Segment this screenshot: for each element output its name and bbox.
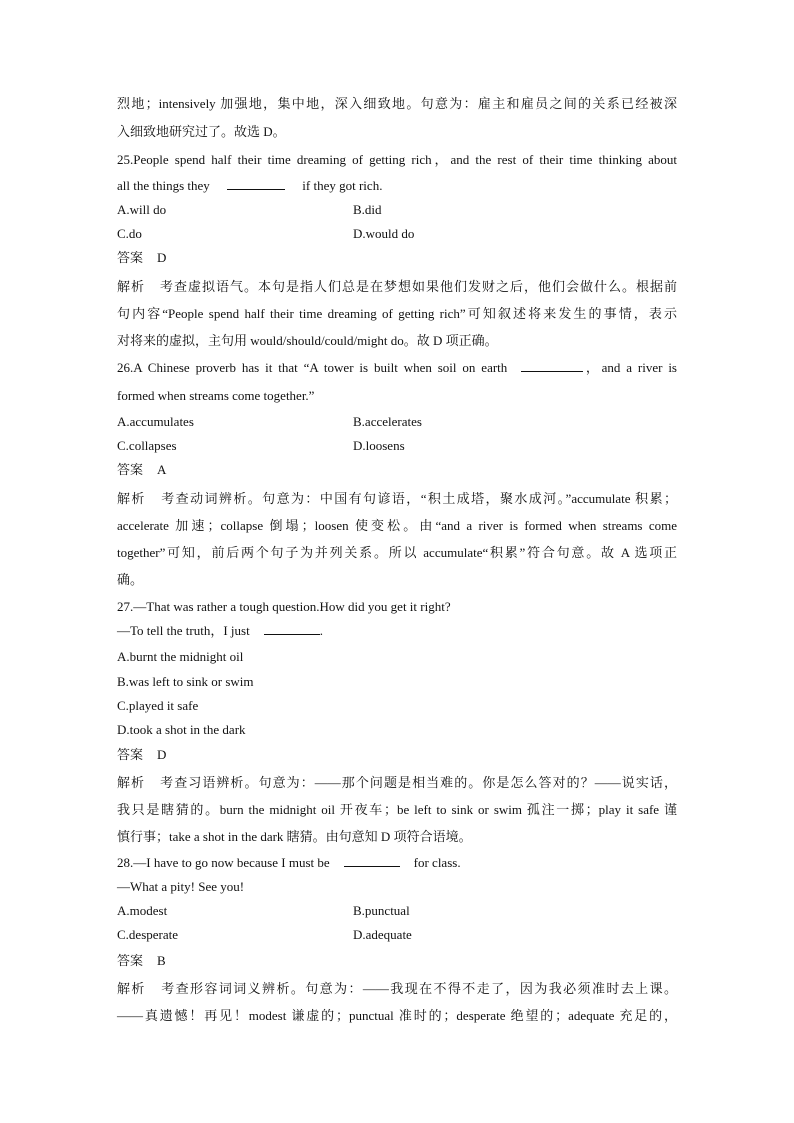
text-line: 入细致地研究过了。故选 D。 bbox=[117, 124, 286, 139]
q26-analysis-line1 bbox=[117, 491, 677, 507]
q28-analysis-line1 bbox=[117, 981, 677, 997]
q27-option-a: A.burnt the midnight oil bbox=[117, 649, 244, 664]
analysis-label: 解析 bbox=[117, 491, 146, 506]
q26-option-d: D.loosens bbox=[353, 438, 405, 453]
q26-stem-line1 bbox=[117, 360, 677, 376]
q25-analysis-line2: 句内容“People spend half their time dreaming of getting rich”可知叙述将来发生的事情，表示 bbox=[117, 306, 677, 321]
text-line: 烈地；intensively 加强地，集中地，深入细致地。句意为：雇主和雇员之间的关系已经被深 bbox=[117, 96, 677, 111]
q26-analysis-line3: together”可知，前后两个句子为并列关系。所以 accumulate“积累”符合句意。故 A 选项正 bbox=[117, 545, 677, 560]
answer-label: 答案 bbox=[117, 953, 144, 968]
q27-analysis-line2: 我只是瞎猜的。burn the midnight oil 开夜车；be left to sink or swim 孤注一掷；play it safe 谨 bbox=[117, 802, 677, 817]
q27-stem-part2: . bbox=[319, 623, 323, 638]
q26-option-b: B.accelerates bbox=[353, 414, 422, 429]
analysis-text: 考查形容词词义辨析。句意为：——我现在不得不走了，因为我必须准时去上课。 bbox=[159, 981, 677, 996]
q27-option-d: D.took a shot in the dark bbox=[117, 722, 246, 737]
answer-blank bbox=[344, 855, 400, 867]
answer-value: D bbox=[157, 250, 167, 265]
q26-option-a: A.accumulates bbox=[117, 414, 194, 429]
q26-stem-part2: ，and a river is bbox=[583, 360, 677, 375]
q26-analysis-line2: accelerate 加速；collapse 倒塌；loosen 使变松。由“and a river is formed when streams come bbox=[117, 518, 677, 533]
q25-option-a: A.will do bbox=[117, 202, 167, 217]
q27-analysis-line3: 慎行事；take a shot in the dark 瞎猜。由句意知 D 项符合语境。 bbox=[117, 829, 472, 844]
q28-option-a: A.modest bbox=[117, 903, 168, 918]
q28-option-d: D.adequate bbox=[353, 927, 412, 942]
q27-answer bbox=[117, 747, 677, 763]
analysis-label: 解析 bbox=[117, 279, 145, 294]
analysis-label: 解析 bbox=[117, 981, 146, 996]
q27-option-c: C.played it safe bbox=[117, 698, 199, 713]
q26-option-c: C.collapses bbox=[117, 438, 177, 453]
q28-stem-part2: for class. bbox=[413, 855, 461, 870]
q26-stem-part1: 26.A Chinese proverb has it that “A tower is built when soil on earth bbox=[117, 360, 508, 375]
analysis-text: 考查习语辨析。句意为：——那个问题是相当难的。你是怎么答对的？——说实话， bbox=[159, 775, 677, 790]
q25-answer bbox=[117, 250, 677, 266]
q28-answer bbox=[117, 953, 677, 969]
q27-stem-line2 bbox=[117, 623, 677, 639]
q25-option-b: B.did bbox=[353, 202, 382, 217]
q25-option-c: C.do bbox=[117, 226, 142, 241]
q25-analysis-line1 bbox=[117, 279, 677, 295]
q26-stem-line2: formed when streams come together.” bbox=[117, 388, 315, 403]
q28-option-c: C.desperate bbox=[117, 927, 179, 942]
q25-stem-line2 bbox=[117, 178, 677, 194]
answer-value: D bbox=[157, 747, 167, 762]
q26-answer bbox=[117, 462, 677, 478]
analysis-text: 考查虚拟语气。本句是指人们总是在梦想如果他们发财之后，他们会做什么。根据前 bbox=[159, 279, 677, 294]
q25-option-d: D.would do bbox=[353, 226, 415, 241]
answer-blank bbox=[227, 178, 285, 190]
q26-analysis-line4: 确。 bbox=[117, 572, 144, 587]
q25-stem-part2: if they got rich. bbox=[302, 178, 383, 193]
answer-label: 答案 bbox=[117, 747, 144, 762]
answer-blank bbox=[521, 360, 583, 372]
q27-option-b: B.was left to sink or swim bbox=[117, 674, 254, 689]
answer-value: A bbox=[157, 462, 167, 477]
q25-analysis-line3: 对将来的虚拟，主句用 would/should/could/might do。故 D 项正确。 bbox=[117, 333, 498, 348]
analysis-label: 解析 bbox=[117, 775, 146, 790]
q27-stem-line1: 27.—That was rather a tough question.How did you get it right? bbox=[117, 599, 451, 614]
analysis-text: 考查动词辨析。句意为：中国有句谚语，“积土成塔，聚水成河。”accumulate 积累； bbox=[159, 491, 677, 506]
q28-stem-part1: 28.—I have to go now because I must be bbox=[117, 855, 330, 870]
answer-value: B bbox=[157, 953, 166, 968]
q28-stem-line2: —What a pity! See you! bbox=[117, 879, 245, 894]
q25-stem-part1: all the things they bbox=[117, 178, 210, 193]
q28-analysis-line2: ——真遗憾！再见！modest 谦虚的；punctual 准时的；desperate 绝望的；adequate 充足的， bbox=[117, 1008, 677, 1023]
answer-blank bbox=[264, 623, 320, 635]
q28-stem-line1 bbox=[117, 855, 677, 871]
q25-stem-line1: 25.People spend half their time dreaming of getting rich，and the rest of their time thinking about bbox=[117, 152, 677, 167]
answer-label: 答案 bbox=[117, 462, 144, 477]
answer-label: 答案 bbox=[117, 250, 144, 265]
q27-stem-part1: —To tell the truth，I just bbox=[117, 623, 250, 638]
q27-analysis-line1 bbox=[117, 775, 677, 791]
q28-option-b: B.punctual bbox=[353, 903, 410, 918]
